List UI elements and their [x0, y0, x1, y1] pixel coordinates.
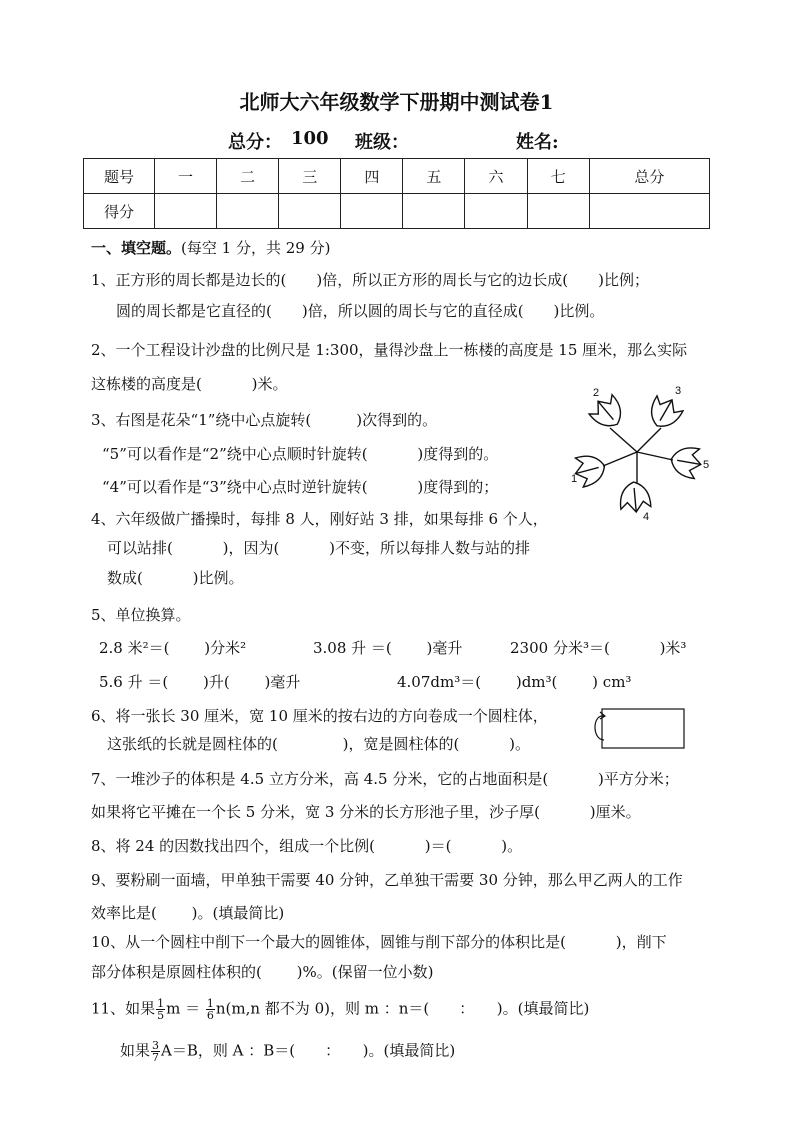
score-input-cell[interactable]	[155, 194, 217, 229]
table-cell: 得分	[84, 194, 155, 229]
question-11b-suffix: A＝B，则 A ：B＝( ： )。(填最简比)	[161, 1041, 456, 1060]
class-label: 班级：	[355, 132, 409, 153]
fraction-denominator: 5	[157, 1009, 165, 1022]
score-input-cell[interactable]	[217, 194, 279, 229]
page-title: 北师大六年级数学下册期中测试卷1	[239, 90, 554, 114]
score-table	[83, 158, 710, 229]
question-11-suffix: n(m,n 都不为 0)，则 m ：n＝( ： )。(填最简比)	[215, 999, 590, 1018]
score-input-cell[interactable]	[527, 194, 589, 229]
table-cell: 二	[217, 159, 279, 194]
paper-roll-figure	[590, 704, 690, 754]
table-cell: 题号	[84, 159, 155, 194]
table-cell: 四	[341, 159, 403, 194]
score-input-cell[interactable]	[403, 194, 465, 229]
question-9a: 9、要粉刷一面墙，甲单独干需要 40 分钟，乙单独干需要 30 分钟，那么甲乙两人的工作	[91, 871, 683, 889]
score-input-cell[interactable]	[465, 194, 527, 229]
flower-petal-5	[669, 444, 704, 479]
question-4a: 4、六年级做广播操时，每排 8 人，刚好站 3 排，如果每排 6 个人，	[91, 510, 548, 528]
question-5-row2a: 5.6 升 ＝( )升( )毫升	[99, 673, 301, 691]
score-input-cell[interactable]	[589, 194, 709, 229]
section-heading	[91, 238, 330, 258]
flower-petal-3	[644, 392, 685, 433]
total-label: 总分：	[228, 132, 282, 153]
score-table-score-row	[84, 194, 710, 229]
question-10b: 部分体积是原圆柱体积的( )%。(保留一位小数)	[91, 963, 434, 981]
score-table-header-row	[84, 159, 710, 194]
question-5: 5、单位换算。	[91, 606, 191, 624]
question-6a: 6、将一张长 30 厘米，宽 10 厘米的按右边的方向卷成一个圆柱体，	[91, 707, 548, 725]
flower-label-3: 3	[675, 385, 682, 397]
fraction-numerator: 3	[152, 1039, 160, 1052]
question-9b: 效率比是( )。(填最简比)	[91, 904, 285, 922]
question-3a: 3、右图是花朵“1”绕中心点旋转( )次得到的。	[91, 411, 438, 429]
flower-label-2: 2	[593, 387, 600, 399]
question-3c: “4”可以看作是“3”绕中心点时逆针旋转( )度得到的；	[102, 478, 499, 496]
flower-petal-4	[619, 481, 652, 514]
score-input-cell[interactable]	[279, 194, 341, 229]
question-1a: 1、正方形的周长都是边长的( )倍，所以正方形的周长与它的边长成( )比例；	[91, 271, 649, 289]
flower-rotation-figure	[565, 382, 715, 524]
flower-label-4: 4	[643, 511, 650, 523]
fraction-numerator: 1	[157, 997, 165, 1010]
section-title: 一、填空题。	[91, 239, 182, 257]
table-cell: 总分	[589, 159, 709, 194]
question-8: 8、将 24 的因数找出四个，组成一个比例( )＝( )。	[91, 837, 523, 855]
fraction-numerator: 1	[206, 997, 214, 1010]
question-5-row1a: 2.8 米²＝( )分米²	[99, 639, 247, 657]
question-2b: 这栋楼的高度是( )米。	[91, 375, 288, 393]
table-cell: 三	[279, 159, 341, 194]
question-7b: 如果将它平摊在一个长 5 分米，宽 3 分米的长方形池子里，沙子厚( )厘米。	[91, 803, 641, 821]
question-5-row2b: 4.07dm³＝( )dm³( ) cm³	[397, 673, 632, 691]
question-5-row1b: 3.08 升 ＝( )毫升	[313, 639, 463, 657]
question-3b: “5”可以看作是“2”绕中心点顺时针旋转( )度得到的。	[102, 445, 499, 463]
fraction-one-fifth	[156, 998, 165, 1021]
question-11b-prefix: 如果	[120, 1041, 151, 1060]
table-cell: 六	[465, 159, 527, 194]
question-11b	[120, 1040, 455, 1063]
question-11a	[91, 998, 589, 1021]
flower-label-1: 1	[571, 473, 578, 485]
question-11-mid: m ＝	[166, 999, 201, 1018]
question-11-prefix: 11、如果	[91, 999, 156, 1018]
flower-label-5: 5	[703, 459, 710, 471]
fraction-denominator: 6	[206, 1009, 214, 1022]
fraction-three-sevenths	[151, 1040, 160, 1063]
table-cell: 五	[403, 159, 465, 194]
section-note: (每空 1 分，共 29 分)	[181, 239, 331, 257]
question-4b: 可以站排( )，因为( )不变，所以每排人数与站的排	[107, 539, 530, 557]
table-cell: 七	[527, 159, 589, 194]
name-label: 姓名:	[516, 132, 559, 153]
question-10a: 10、从一个圆柱中削下一个最大的圆锥体，圆锥与削下部分的体积比是( )，削下	[91, 933, 667, 951]
score-input-cell[interactable]	[341, 194, 403, 229]
question-4c: 数成( )比例。	[107, 569, 244, 587]
fraction-one-sixth	[206, 998, 215, 1021]
fraction-denominator: 7	[152, 1051, 160, 1064]
roll-arrow-icon	[595, 716, 604, 740]
question-7a: 7、一堆沙子的体积是 4.5 立方分米，高 4.5 分米，它的占地面积是( )平方分米；	[91, 770, 679, 788]
question-2a: 2、一个工程设计沙盘的比例尺是 1:300，量得沙盘上一栋楼的高度是 15 厘米，那么实际	[91, 341, 688, 359]
question-6b: 这张纸的长就是圆柱体的( )，宽是圆柱体的( )。	[107, 735, 530, 753]
question-1b: 圆的周长都是它直径的( )倍，所以圆的周长与它的直径成( )比例。	[116, 302, 605, 320]
question-5-row1c: 2300 分米³＝( )米³	[510, 639, 687, 657]
total-value: 100	[291, 128, 329, 149]
table-cell: 一	[155, 159, 217, 194]
